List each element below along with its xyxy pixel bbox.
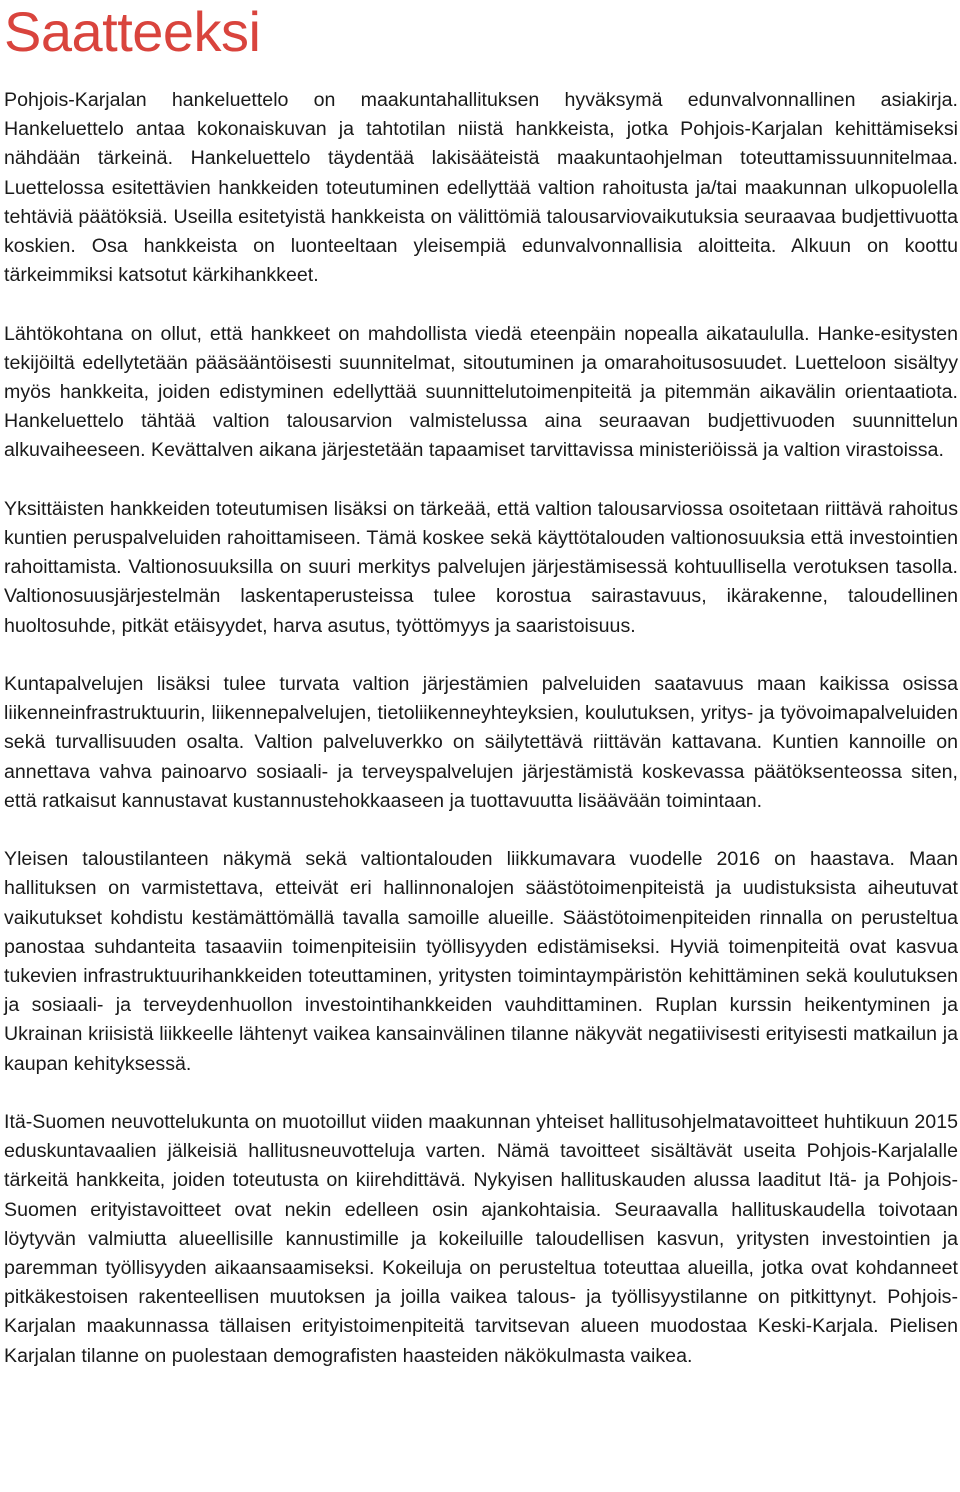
paragraph-5: Yleisen taloustilanteen näkymä sekä valtiontalouden liikkumavara vuodelle 2016 on haastava. Maan hallituksen on varmistettava, etteivät eri hallinnonalojen säästötoimenpiteistä ja uudistuksista aiheutuvat vaikutukset kohdistu kestämättömällä tavalla samoille alueille. Säästötoimenpiteiden rinnalla on perusteltua panostaa suhdanteita tasaaviin toimenpiteisiin työllisyyden edistämiseksi. Hyviä toimenpiteitä ovat kasvua tukevien infrastruktuurihankkeiden toteuttaminen, yritysten toimintaympäristön kehittäminen sekä koulutuksen ja sosiaali- ja terveydenhuollon investointihankkeiden vauhdittaminen. Ruplan kurssin heikentyminen ja Ukrainan kriisistä liikkeelle lähtenyt vaikea kansainvälinen tilanne näkyvät negatiivisesti erityisesti matkailun ja kaupan kehityksessä. [4,848,958,1075]
paragraph-3: Yksittäisten hankkeiden toteutumisen lisäksi on tärkeää, että valtion talousarviossa osoitetaan riittävä rahoitus kuntien peruspalveluiden rahoittamiseen. Tämä koskee sekä käyttötalouden valtionosuuksia että investointien rahoittamista. Valtionosuuksilla on suuri merkitys palvelujen järjestämisessä kohtuullisella verotuksen tasolla. Valtionosuusjärjestelmän laskentaperusteissa tulee korostua sairastavuus, ikärakenne, taloudellinen huoltosuhde, pitkät etäisyydet, harva asutus, työttömyys ja saaristoisuus. [4,497,958,637]
page-title: Saatteeksi [4,0,261,63]
paragraph-1: Pohjois-Karjalan hankeluettelo on maakuntahallituksen hyväksymä edunvalvonnallinen asiakirja. Hankeluettelo antaa kokonaiskuvan ja tahtotilan niistä hankkeista, jotka Pohjois-Karjalan kehittämiseksi nähdään tärkeinä. Hankeluettelo täydentää lakisääteistä maakuntaohjelman toteuttamissuunnitelmaa. Luettelossa esitettävien hankkeiden toteutuminen edellyttää valtion rahoitusta ja/tai maakunnan ulkopuolella tehtäviä päätöksiä. Useilla esitetyistä hankkeista on välittömiä talousarviovaikutuksia seuraavaa budjettivuotta koskien. Osa hankkeista on luonteeltaan yleisempiä edunvalvonnallisia aloitteita. Alkuun on koottu tärkeimmiksi katsotut kärkihankkeet. [4,89,958,287]
paragraph-6: Itä-Suomen neuvottelukunta on muotoillut viiden maakunnan yhteiset hallitusohjelmatavoitteet huhtikuun 2015 eduskuntavaalien jälkeisiä hallitusneuvotteluja varten. Nämä tavoitteet sisältävät useita Pohjois-Karjalalle tärkeitä hankkeita, joiden toteutusta on kiirehdittävä. Nykyisen hallituskauden alussa laaditut Itä- ja Pohjois-Suomen erityistavoitteet ovat nekin edelleen osin ajankohtaisia. Seuraavalla hallituskaudella toivotaan löytyvän valmiutta alueellisille kannustimille ja kokeiluille taloudellisen kasvun, yritysten investointien ja paremman työllisyyden aikaansaamiseksi. Kokeiluja on perusteltua toteuttaa alueilla, jotka ovat kohdanneet pitkäkestoisen rakenteellisen muutoksen ja joilla vaikea talous- ja työllisyystilanne on pitkittynyt. Pohjois-Karjalan maakunnassa tällaisen erityistoimenpiteitä tarvitsevan alueen muodostaa Keski-Karjala. Pielisen Karjalan tilanne on puolestaan demografisten haasteiden näkökulmasta vaikea. [4,1111,958,1367]
document-page [4,0,958,1400]
paragraph-2: Lähtökohtana on ollut, että hankkeet on mahdollista viedä eteenpäin nopealla aikataululla. Hanke-esitysten tekijöiltä edellytetään pääsääntöisesti suunnitelmat, sitoutuminen ja omarahoitusosuudet. Luetteloon sisältyy myös hankkeita, joiden edistyminen edellyttää suunnittelutoimenpiteitä ja pitemmän aikavälin orientaatiota. Hankeluettelo tähtää valtion talousarvion valmistelussa aina seuraavan budjettivuoden suunnittelun alkuvaiheeseen. Kevättalven aikana järjestetään tapaamiset tarvittavissa ministeriöissä ja valtion virastoissa. [4,322,958,462]
paragraph-4: Kuntapalvelujen lisäksi tulee turvata valtion järjestämien palveluiden saatavuus maan kaikissa osissa liikenneinfrastruktuurin, liikennepalvelujen, tietoliikenneyhteyksien, koulutuksen, yritys- ja työvoimapalveluiden sekä turvallisuuden osalta. Valtion palveluverkko on säilytettävä riittävän kattavana. Kuntien kannoille on annettava vahva painoarvo sosiaali- ja terveyspalvelujen järjestämistä koskevassa päätöksenteossa siten, että ratkaisut kannustavat kustannustehokkaaseen ja tuottavuutta lisäävään toimintaan. [4,673,958,812]
